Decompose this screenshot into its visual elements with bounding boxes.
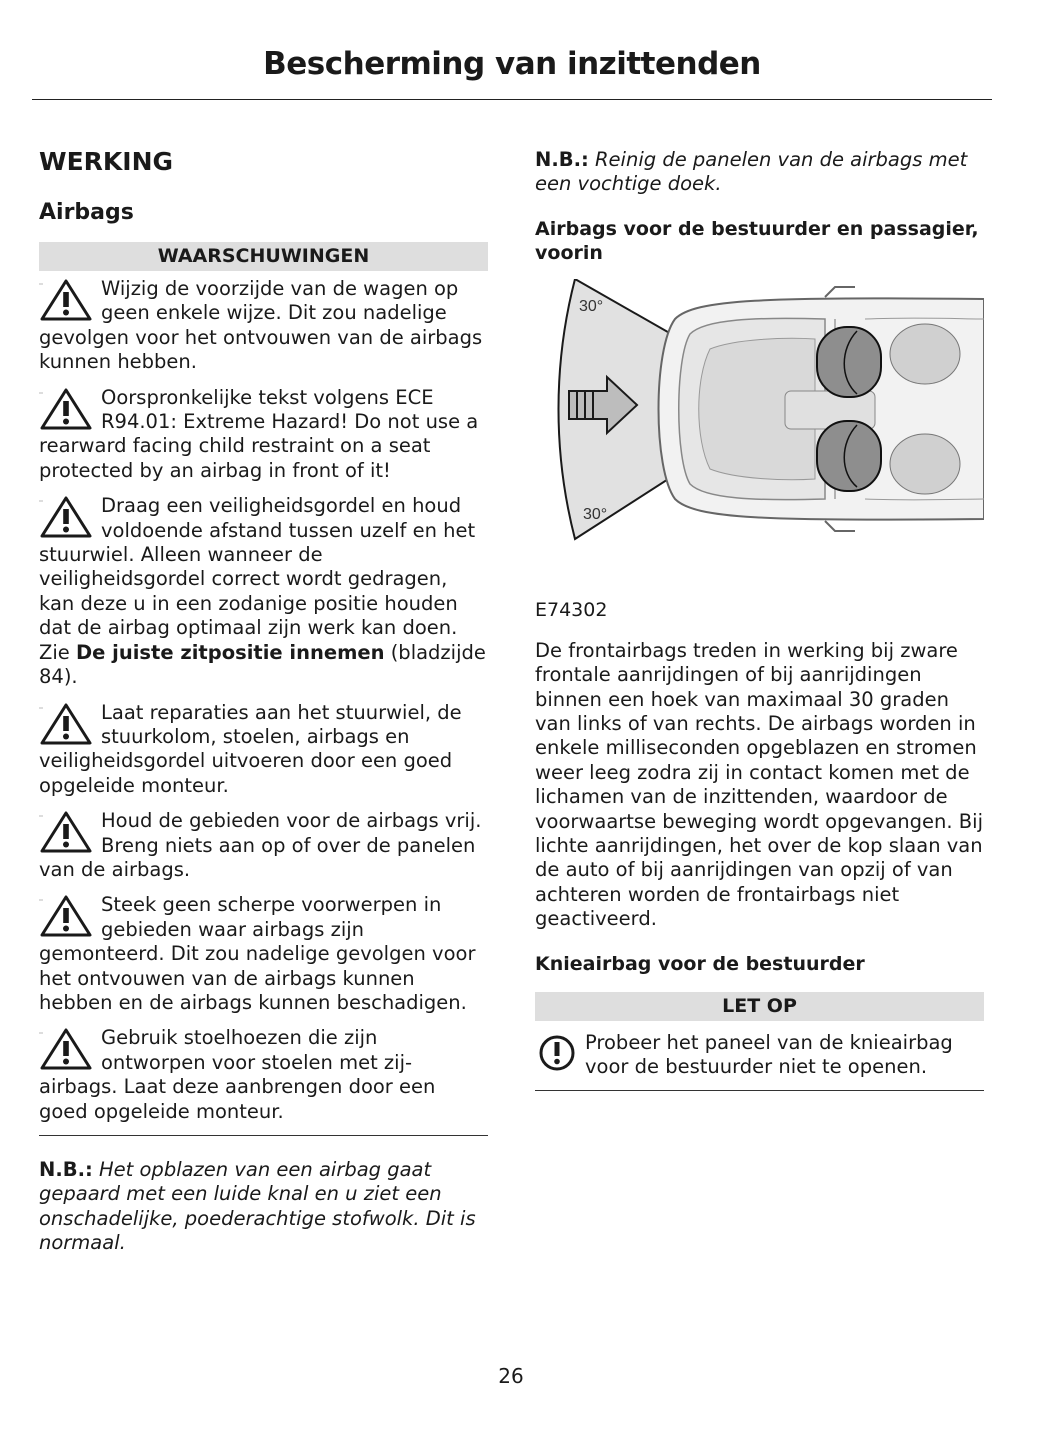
warning-item xyxy=(39,386,488,484)
title-divider xyxy=(32,99,992,100)
figure-caption: E74302 xyxy=(535,598,608,621)
warning-text: Draag een veiligheidsgordel en houd voldoende afstand tussen uzelf en het stuurwiel. Alleen wanneer de veiligheidsgordel correct wordt gedragen, kan deze u in een zodanige positie houden dat de airbag optimaal zijn werk kan doen. Zie xyxy=(39,494,476,664)
warning-text: Wijzig de voorzijde van de wagen op geen enkele wijze. Dit zou nadelige gevolgen voor het ontvouwen van de airbags kunnen hebben. xyxy=(39,277,483,374)
airbag-angle-diagram xyxy=(535,279,984,569)
airbag-deployment-figure xyxy=(535,279,984,569)
warning-icon-wrap xyxy=(39,702,101,748)
warning-text: Laat reparaties aan het stuurwiel, de stuurkolom, stoelen, airbags en veiligheidsgordel uitvoeren door een goed opgeleide monteur. xyxy=(39,700,462,797)
warning-triangle-icon xyxy=(39,810,93,854)
warning-icon-wrap xyxy=(39,495,101,541)
warning-item xyxy=(39,893,488,1015)
warning-triangle-icon xyxy=(39,495,93,539)
warning-icon-wrap xyxy=(39,387,101,433)
left-column xyxy=(39,140,488,1256)
caution-item xyxy=(535,1031,984,1080)
note-label: N.B.: xyxy=(535,148,589,171)
warning-icon-wrap xyxy=(39,278,101,324)
page-number: 26 xyxy=(498,1364,524,1388)
warning-text: Houd de gebieden voor de airbags vrij. Breng niets aan op of over de panelen van de airbags. xyxy=(39,809,482,881)
warning-triangle-icon xyxy=(39,702,93,746)
warning-item xyxy=(39,809,488,882)
subsection-title: Airbags xyxy=(39,200,134,225)
warnings-end-divider xyxy=(39,1135,488,1136)
warning-text: Steek geen scherpe voorwerpen in gebieden waar airbags zijn gemonteerd. Dit zou nadelige gevolgen voor het ontvouwen van de airbags kunnen hebben en de airbags kunnen beschadigen. xyxy=(39,893,476,1014)
warning-item xyxy=(39,1026,488,1124)
page-title: Bescherming van inzittenden xyxy=(263,46,761,82)
warning-item xyxy=(39,701,488,799)
warning-icon-wrap xyxy=(39,810,101,856)
warnings-list xyxy=(39,277,488,1124)
airbag-right xyxy=(817,421,881,491)
warning-triangle-icon xyxy=(39,1027,93,1071)
note-paragraph xyxy=(535,148,984,197)
right-column xyxy=(535,140,984,1091)
warning-item xyxy=(39,494,488,689)
warning-triangle-icon xyxy=(39,387,93,431)
warning-text: Oorspronkelijke tekst volgens ECE R94.01: Extreme Hazard! Do not use a rearward facing child restraint on a seat protected by an airbag in front of it! xyxy=(39,385,479,482)
caution-end-divider xyxy=(535,1090,984,1091)
angle-label-bottom: 30° xyxy=(583,505,608,523)
warning-item xyxy=(39,277,488,375)
front-airbags-heading: Airbags voor de bestuurder en passagier, voorin xyxy=(535,217,979,264)
note-paragraph xyxy=(39,1158,488,1256)
note-text: Reinig de panelen van de airbags met een vochtige doek. xyxy=(535,148,968,196)
caution-icon xyxy=(537,1033,577,1073)
front-airbags-paragraph: De frontairbags treden in werking bij zware frontale aanrijdingen of bij aanrijdingen binnen een hoek van maximaal 30 graden van links of van rechts. De airbags worden in enkele milliseconden opgeblazen en stromen weer leeg zodra zij in contact komen met de lichamen van de inzittenden, waardoor de voorwaartse beweging wordt opgevangen. Bij lichte aanrijdingen, het over de kop slaan van de auto of bij aanrijdingen van opzij of van achteren worden de frontairbags niet geactiveerd. xyxy=(535,638,983,931)
note-label: N.B.: xyxy=(39,1158,93,1181)
note-text: Het opblazen van een airbag gaat gepaard met een luide knal en u ziet een onschadelijke, poederachtige stofwolk. Dit is normaal. xyxy=(39,1158,476,1255)
caution-text: Probeer het paneel van de knieairbag voor de bestuurder niet te openen. xyxy=(585,1030,953,1079)
warning-triangle-icon xyxy=(39,894,93,938)
cross-reference-link[interactable]: De juiste zitpositie innemen xyxy=(75,640,385,664)
angle-label-top: 30° xyxy=(579,297,604,315)
warning-icon-wrap xyxy=(39,894,101,940)
section-title: WERKING xyxy=(39,147,174,176)
warning-icon-wrap xyxy=(39,1027,101,1073)
caution-header: LET OP xyxy=(535,992,984,1021)
warning-text: Gebruik stoelhoezen die zijn ontworpen voor stoelen met zij-airbags. Laat deze aanbrengen door een goed opgeleide monteur. xyxy=(39,1026,436,1123)
warnings-header: WAARSCHUWINGEN xyxy=(39,242,488,271)
airbag-left xyxy=(817,327,881,397)
knee-airbag-heading: Knieairbag voor de bestuurder xyxy=(535,952,865,975)
warning-triangle-icon xyxy=(39,278,93,322)
car-top-view xyxy=(659,287,985,531)
cross-reference-page: (bladzijde 84). xyxy=(39,640,486,689)
